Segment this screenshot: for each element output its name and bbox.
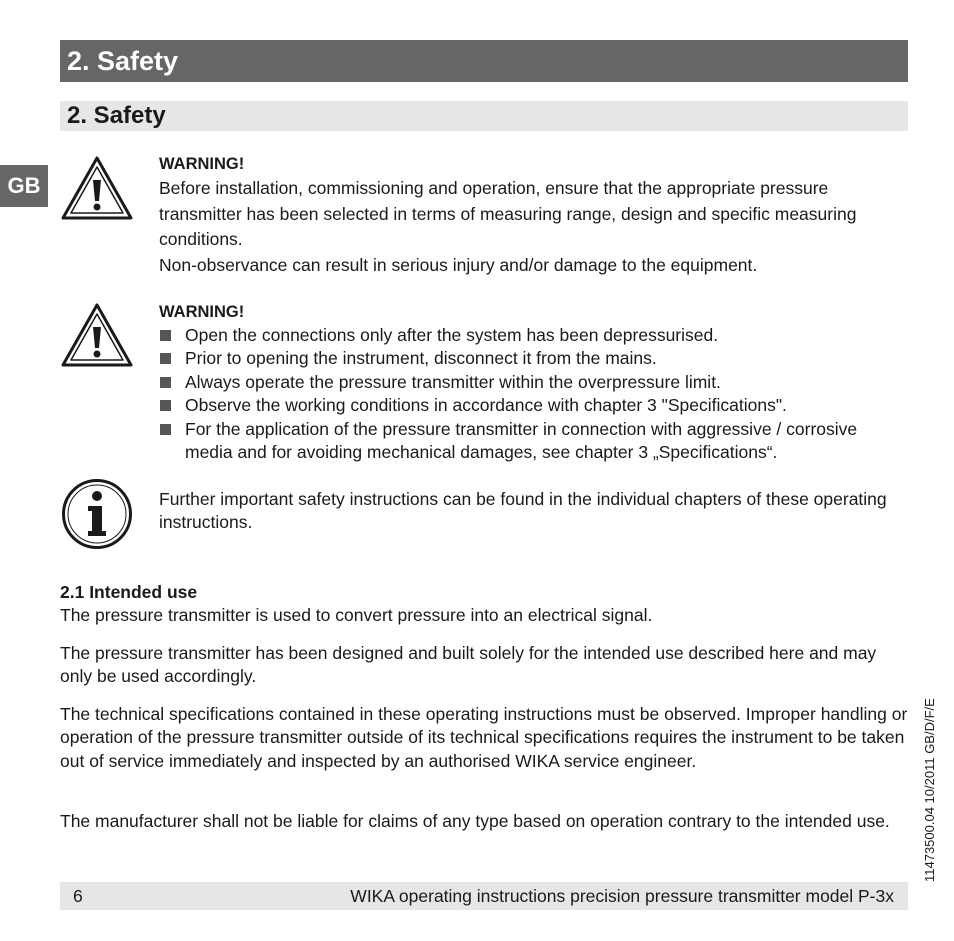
list-item: Always operate the pressure transmitter within the overpressure limit.	[159, 371, 909, 394]
page-footer	[60, 882, 908, 910]
warning-heading: WARNING!	[159, 303, 245, 321]
warning-triangle-icon	[60, 154, 134, 222]
warning-triangle-icon	[60, 301, 134, 369]
warning-paragraph: Non-observance can result in serious injury and/or damage to the equipment.	[159, 254, 758, 275]
info-circle-icon	[60, 478, 134, 550]
list-item: Prior to opening the instrument, disconnect it from the mains.	[159, 347, 909, 370]
chapter-title: 2. Safety	[67, 46, 179, 76]
body-paragraph: The pressure transmitter has been designed and built solely for the intended use described here and may only be used accordingly.	[60, 643, 877, 687]
list-item: For the application of the pressure transmitter in connection with aggressive / corrosive media and for avoiding mechanical damages, see chapter 3 „Specifications“.	[159, 418, 909, 465]
info-note-text: Further important safety instructions can be found in the individual chapters of these operating instructions.	[159, 489, 887, 533]
warning-block-2	[159, 301, 909, 464]
page-number: 6	[73, 886, 83, 906]
section-title-bar	[60, 101, 908, 131]
warning-heading: WARNING!	[159, 155, 245, 173]
section-title: 2. Safety	[67, 102, 166, 129]
list-item: Open the connections only after the system has been depressurised.	[159, 324, 909, 347]
chapter-title-bar	[60, 40, 908, 82]
list-item: Observe the working conditions in accordance with chapter 3 "Specifications".	[159, 394, 909, 417]
body-paragraph: The pressure transmitter is used to convert pressure into an electrical signal.	[60, 605, 653, 625]
document-code: 11473500.04 10/2011 GB/D/F/E	[922, 698, 937, 882]
footer-title: WIKA operating instructions precision pressure transmitter model P-3x	[350, 886, 894, 906]
warning-block-1	[159, 152, 909, 278]
warning-paragraph: Before installation, commissioning and operation, ensure that the appropriate pressure transmitter has been selected in terms of measuring range, design and specific measuring conditions.	[159, 178, 857, 249]
body-paragraph: The technical specifications contained in these operating instructions must be observed. Improper handling or operation of the pressure transmitter outside of its technical specifications requires the instrument to be taken out of service immediately and inspected by an authorised WIKA service engineer.	[60, 704, 908, 771]
warning-bullet-list	[159, 324, 909, 464]
body-paragraph: The manufacturer shall not be liable for claims of any type based on operation contrary to the intended use.	[60, 811, 890, 831]
subsection-heading: 2.1 Intended use	[60, 582, 198, 602]
language-tab: GB	[0, 165, 48, 207]
